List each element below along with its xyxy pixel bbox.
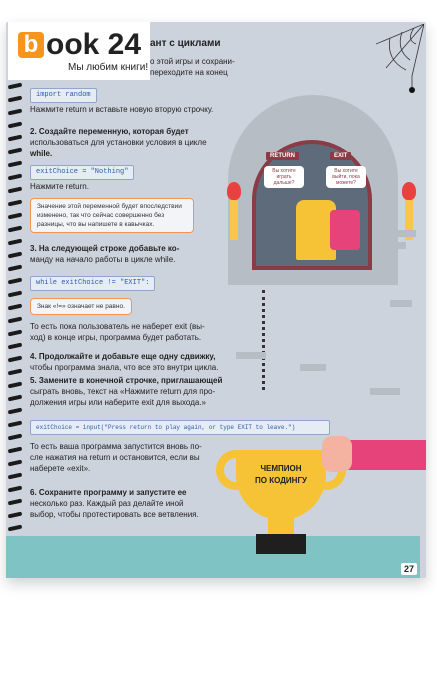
- para2-line2: сле нажатия на return и остановится, если вы: [30, 453, 200, 462]
- page-number: 27: [401, 563, 417, 575]
- step5-line3: должения игры или наберите exit для выхода.»: [30, 398, 206, 407]
- binding-ring: [8, 148, 23, 155]
- step3-line1: 3. На следующей строке добавьте ко-: [30, 244, 180, 253]
- binding-ring: [8, 434, 23, 441]
- hand: [322, 436, 352, 472]
- step2-line3: while.: [30, 149, 53, 158]
- binding-ring: [8, 174, 23, 181]
- binding-ring: [8, 239, 23, 246]
- binding-ring: [8, 161, 23, 168]
- binding-ring: [8, 278, 23, 285]
- binding-ring: [8, 395, 23, 402]
- spider-web-icon: [376, 24, 424, 94]
- logo-letter: b: [18, 32, 44, 58]
- brick: [390, 300, 412, 307]
- intro-line-2: переходите на конец: [150, 68, 228, 77]
- step6-line3: выбор, чтобы протестировать все ветвления.: [30, 510, 199, 519]
- intro-line-1: о этой игры и сохрани-: [150, 57, 235, 66]
- logo-slogan: Мы любим книги!: [68, 61, 149, 73]
- binding-ring: [8, 525, 23, 532]
- binding-ring: [8, 187, 23, 194]
- note1-line2: изменено, так что сейчас совершенно без: [37, 212, 165, 219]
- step4-line1: 4. Продолжайте и добавьте еще одну сдвижку,: [30, 352, 216, 361]
- binding-ring: [8, 304, 23, 311]
- step1-text: Нажмите return и вставьте новую вторую строчку.: [30, 105, 214, 114]
- binding-ring: [8, 447, 23, 454]
- trophy-label: [246, 463, 316, 487]
- binding-ring: [8, 330, 23, 337]
- binding-ring: [8, 408, 23, 415]
- note1-line3: разницы, что вы напишете в кавычках.: [37, 221, 155, 228]
- para1-line1: То есть пока пользователь не наберет exit (вы-: [30, 322, 205, 331]
- press-return: Нажмите return.: [30, 182, 89, 191]
- binding-ring: [8, 135, 23, 142]
- brick: [380, 242, 406, 249]
- note-variable: [30, 198, 194, 233]
- binding-ring: [8, 460, 23, 467]
- note1-line1: Значение этой переменной будет впоследствии: [37, 203, 182, 210]
- trophy-stem: [268, 516, 294, 536]
- trophy-base: [256, 534, 306, 554]
- binding-ring: [8, 226, 23, 233]
- pink-pipe: [330, 210, 360, 250]
- binding-ring: [8, 486, 23, 493]
- step2-line2: использоваться для установки условия в цикле: [30, 138, 207, 147]
- step2-line1: 2. Создайте переменную, которая будет: [30, 127, 189, 136]
- code-exitchoice: exitChoice = "Nothing": [30, 165, 134, 180]
- binding-ring: [8, 200, 23, 207]
- step3-line2: манду на начало работы в цикле while.: [30, 255, 176, 264]
- logo-word: ook 24: [46, 27, 142, 61]
- binding-ring: [8, 213, 23, 220]
- step6-line1: 6. Сохраните программу и запустите ее: [30, 488, 187, 497]
- para2-line1: То есть ваша программа запустится вновь по-: [30, 442, 202, 451]
- bubble-left: Вы хотите играть дальше?: [264, 166, 304, 188]
- para2-line3: наберете «exit».: [30, 464, 91, 473]
- binding-ring: [8, 96, 23, 103]
- torch-flame-left: [227, 182, 241, 200]
- torch-flame-right: [402, 182, 416, 200]
- sign-exit: EXIT: [330, 152, 351, 160]
- binding-ring: [8, 83, 23, 90]
- code-while: while exitChoice != "EXIT":: [30, 276, 155, 291]
- binding-ring: [8, 421, 23, 428]
- brick: [236, 352, 266, 359]
- binding-ring: [8, 291, 23, 298]
- brick: [300, 364, 326, 371]
- para1-line2: ход) в конце игры, программа будет работать.: [30, 333, 202, 342]
- sign-return: RETURN: [266, 152, 299, 160]
- binding-ring: [8, 317, 23, 324]
- header-fragment: ант с циклами: [150, 38, 221, 49]
- torch-left: [230, 200, 238, 240]
- binding-ring: [8, 356, 23, 363]
- step6-line2: несколько раз. Каждый раз делайте иной: [30, 499, 184, 508]
- spiral-binding: [6, 22, 24, 578]
- binding-ring: [8, 265, 23, 272]
- binding-ring: [8, 382, 23, 389]
- chain: [262, 290, 266, 390]
- brick: [370, 388, 400, 395]
- binding-ring: [8, 252, 23, 259]
- binding-ring: [8, 473, 23, 480]
- book24-logo[interactable]: [8, 22, 150, 80]
- binding-ring: [8, 499, 23, 506]
- binding-ring: [8, 122, 23, 129]
- binding-ring: [8, 512, 23, 519]
- binding-ring: [8, 369, 23, 376]
- step5-line2: сыграть вновь, текст на «Нажмите return для про-: [30, 387, 216, 396]
- trophy-line1: ЧЕМПИОН: [260, 464, 302, 473]
- binding-ring: [8, 109, 23, 116]
- code-import: import random: [30, 88, 97, 103]
- bubble-right: Вы хотите выйти, пока можете?: [326, 166, 366, 188]
- step4-line2: чтобы программа знала, что все это внутри цикла.: [30, 363, 219, 372]
- step5-line1: 5. Замените в конечной строчке, приглашающей: [30, 376, 223, 385]
- floor-strip: [6, 536, 420, 578]
- note-not-equal: Знак «!=» означает не равно.: [30, 298, 132, 315]
- code-input: exitChoice = input("Press return to play again, or type EXIT to leave."): [30, 420, 330, 435]
- brick: [398, 230, 416, 237]
- trophy-line2: ПО КОДИНГУ: [255, 476, 307, 485]
- binding-ring: [8, 343, 23, 350]
